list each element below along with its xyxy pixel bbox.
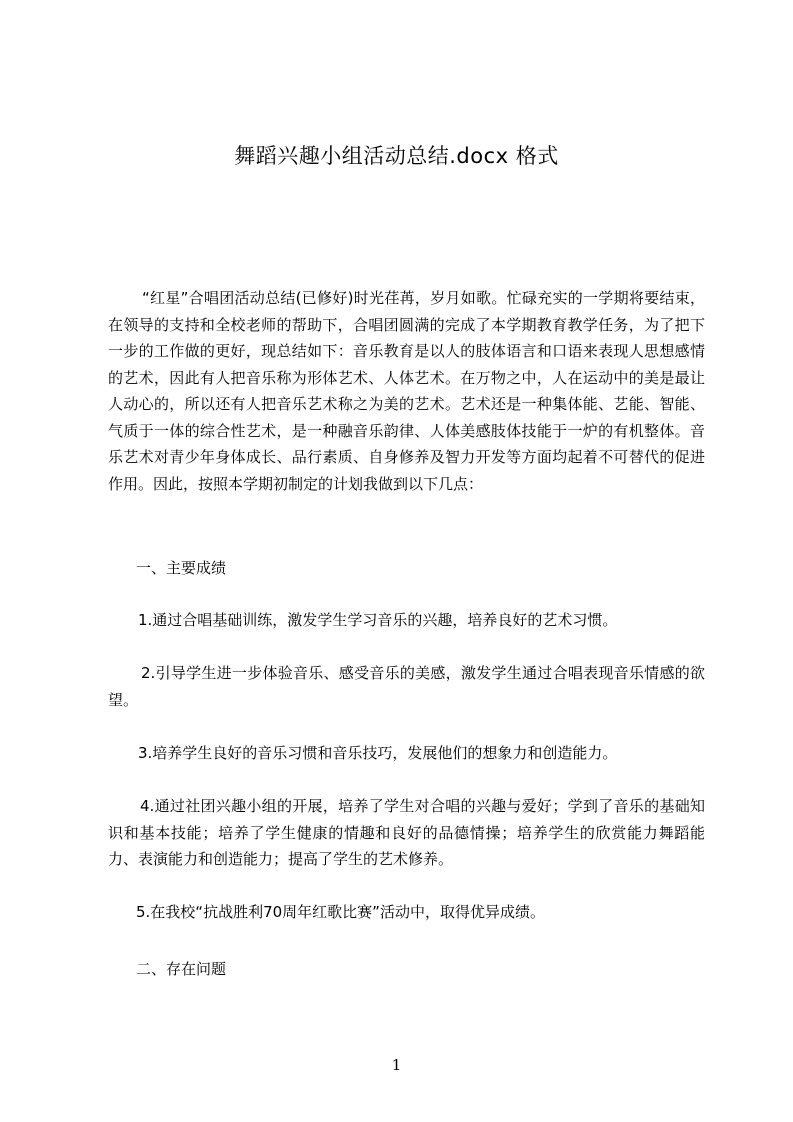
- list-item: 2.引导学生进一步体验音乐、感受音乐的美感，激发学生通过合唱表现音乐情感的欲望。: [108, 664, 705, 709]
- page-number: 1: [391, 1056, 402, 1074]
- intro-paragraph: “红星”合唱团活动总结(已修好)时光荏苒，岁月如歌。忙碌充实的一学期将要结束，在领导的支持和全校老师的帮助下，合唱团圆满的完成了本学期教育教学任务，为了把下一步的工作做的更好，现总结如下：音乐教育是以人的肢体语言和口语来表现人思想感情的艺术，因此有人把音乐称为形体艺术、人体艺术。在万物之中，人在运动中的美是最让人动心的，所以还有人把音乐艺术称之为美的艺术。艺术还是一种集体能、艺能、智能、气质于一体的综合性艺术，是一种融音乐韵律、人体美感肢体技能于一炉的有机整体。音乐艺术对青少年身体成长、品行素质、自身修养及智力开发等方面均起着不可替代的促进作用。因此，按照本学期初制定的计划我做到以下几点：: [108, 289, 705, 493]
- list-item: 5.在我校“抗战胜利70周年红歌比赛”活动中，取得优异成绩。: [136, 903, 545, 921]
- document-title: 舞蹈兴趣小组活动总结.docx 格式: [234, 144, 559, 168]
- list-item: 4.通过社团兴趣小组的开展，培养了学生对合唱的兴趣与爱好；学到了音乐的基础知识和基本技能；培养了学生健康的情趣和良好的品德情操；培养学生的欣赏能力舞蹈能力、表演能力和创造能力；提高了学生的艺术修养。: [108, 797, 705, 868]
- section-heading-achievements: 一、主要成绩: [136, 559, 227, 577]
- list-item: 3.培养学生良好的音乐习惯和音乐技巧，发展他们的想象力和创造能力。: [138, 744, 618, 762]
- list-item: 1.通过合唱基础训练，激发学生学习音乐的兴趣，培养良好的艺术习惯。: [138, 611, 618, 629]
- section-heading-problems: 二、存在问题: [136, 960, 227, 978]
